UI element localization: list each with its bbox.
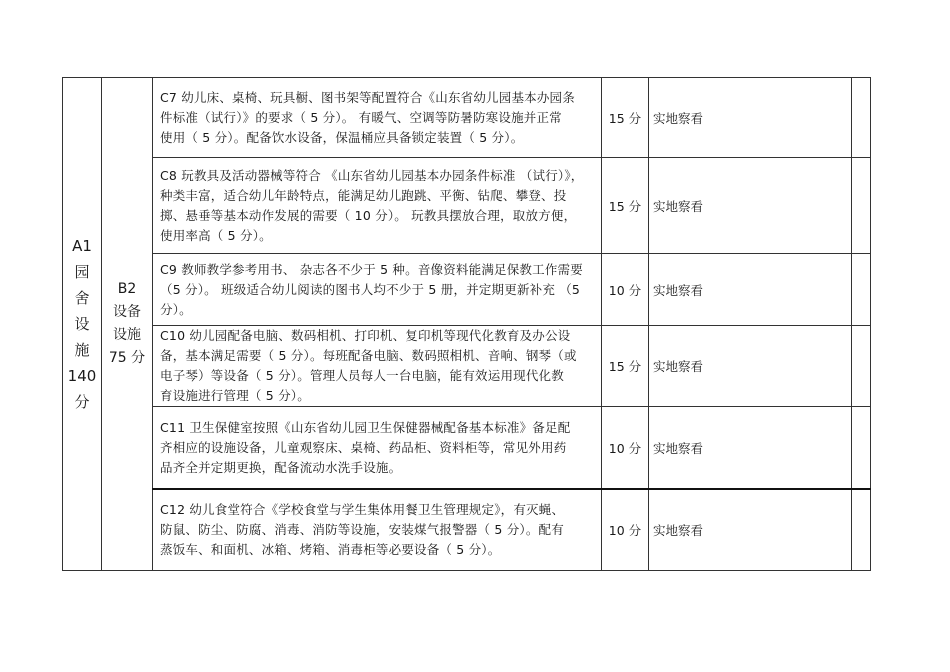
score-cell-c10: 15 分 — [608, 359, 642, 374]
category-b2-cell: B2 设备 设施 75 分 — [108, 281, 146, 366]
criteria-cell-c7: C7 幼儿床、桌椅、玩具橱、图书架等配置符合《山东省幼儿园基本办园条 件标准（试行）》的要求（ 5 分）。 有暖气、空调等防暑防寒设施并正常 使用（ 5 分）。配备饮水设备，保温桶应具备锁定装置（ 5 分）。 — [160, 89, 575, 145]
category-a1-cell: A1 园 舍 设 施 140 分 — [67, 237, 97, 411]
remark-cell-c7 — [852, 78, 870, 157]
criteria-cell-c9: C9 教师教学参考用书、 杂志各不少于 5 种。音像资料能满足保教工作需要 （5 分）。 班级适合幼儿阅读的图书人均不少于 5 册，并定期更新补充 （5 分）。 — [160, 261, 583, 317]
criteria-cell-c10: C10 幼儿园配备电脑、数码相机、打印机、复印机等现代化教育及办公设 备，基本满足需要（ 5 分）。每班配备电脑、数码照相机、音响、钢琴（或 电子琴）等设备（ 5 分）。管理人员每人一台电脑，能有效运用现代化教 育设施进行管理（ 5 分）。 — [160, 328, 577, 403]
score-cell-c7: 15 分 — [608, 110, 642, 126]
table-border-bottom — [62, 570, 871, 571]
method-cell-c9: 实地察看 — [653, 282, 704, 298]
remark-cell-c9 — [852, 254, 870, 325]
criteria-cell-c8: C8 玩教具及活动器械等符合 《山东省幼儿园基本办园条件标准 （试行）》， 种类丰富，适合幼儿年龄特点，能满足幼儿跑跳、平衡、钻爬、攀登、投 掷、悬垂等基本动作发展的需要（ 10 分）。 玩教具摆放合理，取放方便， 使用率高（ 5 分）。 — [160, 167, 584, 243]
method-cell-c11: 实地察看 — [653, 440, 704, 456]
method-cell-c8: 实地察看 — [653, 198, 704, 214]
table-border-right — [870, 77, 871, 571]
remark-cell-c11 — [852, 407, 870, 488]
method-cell-c10: 实地察看 — [653, 359, 704, 374]
score-cell-c8: 15 分 — [608, 198, 642, 214]
remark-cell-c12 — [852, 490, 870, 570]
method-cell-c7: 实地察看 — [653, 110, 704, 126]
remark-cell-c10 — [852, 326, 870, 406]
score-cell-c11: 10 分 — [608, 440, 642, 456]
criteria-cell-c11: C11 卫生保健室按照《山东省幼儿园卫生保健器械配备基本标准》备足配 齐相应的设施设备，儿童观察床、桌椅、药品柜、资料柜等，常见外用药 品齐全并定期更换，配备流动水洗手设施。 — [160, 419, 571, 475]
remark-cell-c8 — [852, 158, 870, 253]
evaluation-table — [62, 77, 871, 571]
score-cell-c12: 10 分 — [608, 523, 642, 538]
score-cell-c9: 10 分 — [608, 282, 642, 298]
method-cell-c12: 实地察看 — [653, 523, 704, 538]
criteria-cell-c12: C12 幼儿食堂符合《学校食堂与学生集体用餐卫生管理规定》，有灭蝇、 防鼠、防尘、防腐、消毒、消防等设施，安装煤气报警器（ 5 分）。配有 蒸饭车、和面机、冰箱、烤箱、消毒柜等必要设备（ 5 分）。 — [160, 502, 565, 557]
